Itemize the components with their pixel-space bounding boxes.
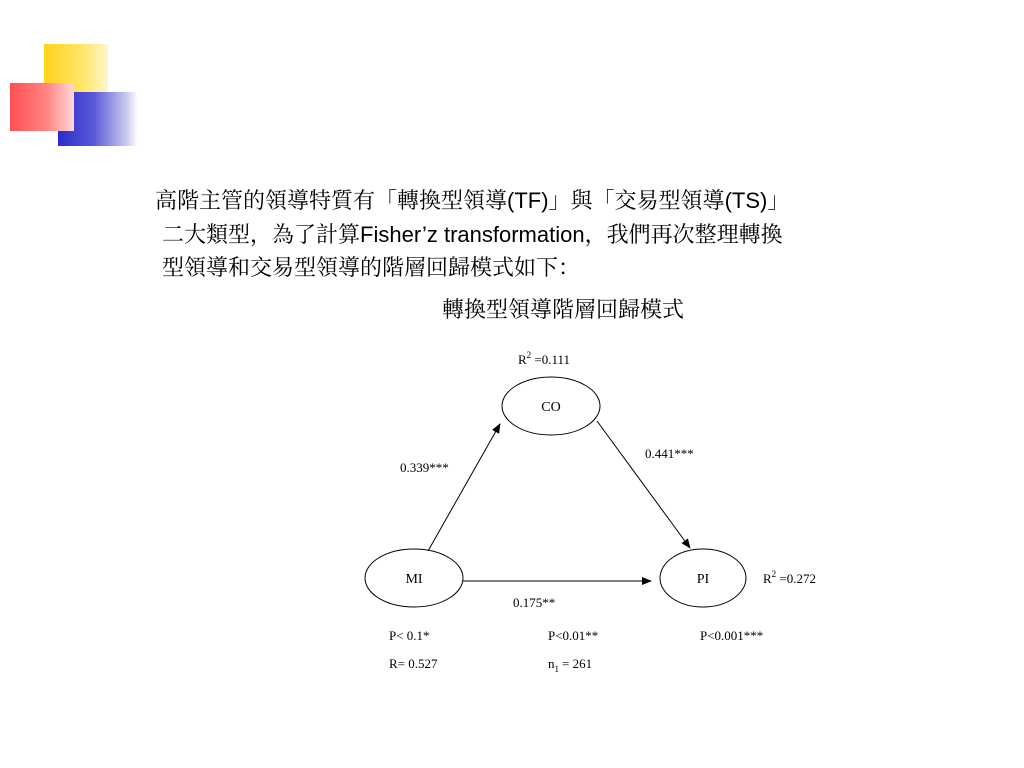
pi-r-squared: $R^2 =0.272$ xyxy=(763,569,817,586)
text-segment: 二大類型，為了計算 xyxy=(162,223,361,248)
coef-co-pi: 0.441*** xyxy=(645,446,694,461)
coef-mi-pi: 0.175** xyxy=(513,595,556,610)
text-segment-tf: (TF) xyxy=(507,188,549,213)
node-pi-label: PI xyxy=(696,572,710,587)
node-co-label: CO xyxy=(541,400,561,415)
text-segment: 」 xyxy=(767,189,790,214)
note-p-01: P< 0.1* xyxy=(389,628,430,643)
arrow-co-to-pi xyxy=(597,421,690,548)
text-segment-fisher: Fisher’z transformation xyxy=(360,222,585,247)
diagram-title: 轉換型領導階層回歸模式 xyxy=(442,298,685,323)
text-segment-ts: (TS) xyxy=(724,188,768,213)
arrow-mi-to-co xyxy=(428,424,500,551)
co-r-squared: $R^2 =0.111$ xyxy=(518,350,571,367)
text-segment: 高階主管的領導特質有「轉換型領導 xyxy=(155,189,508,214)
note-r-value: R= 0.527 xyxy=(389,656,438,671)
paragraph-line-3: 型領導和交易型領導的階層回歸模式如下： xyxy=(162,256,581,281)
note-p-001: P<0.01** xyxy=(548,628,599,643)
coef-mi-co: 0.339*** xyxy=(400,460,449,475)
node-mi-label: MI xyxy=(405,572,423,587)
note-p-0001: P<0.001*** xyxy=(700,628,764,643)
text-segment: ，我們再次整理轉換 xyxy=(584,223,783,248)
note-sample-size: $n_1 = 261$ xyxy=(548,656,593,674)
text-segment: 」與「交易型領導 xyxy=(548,189,725,214)
